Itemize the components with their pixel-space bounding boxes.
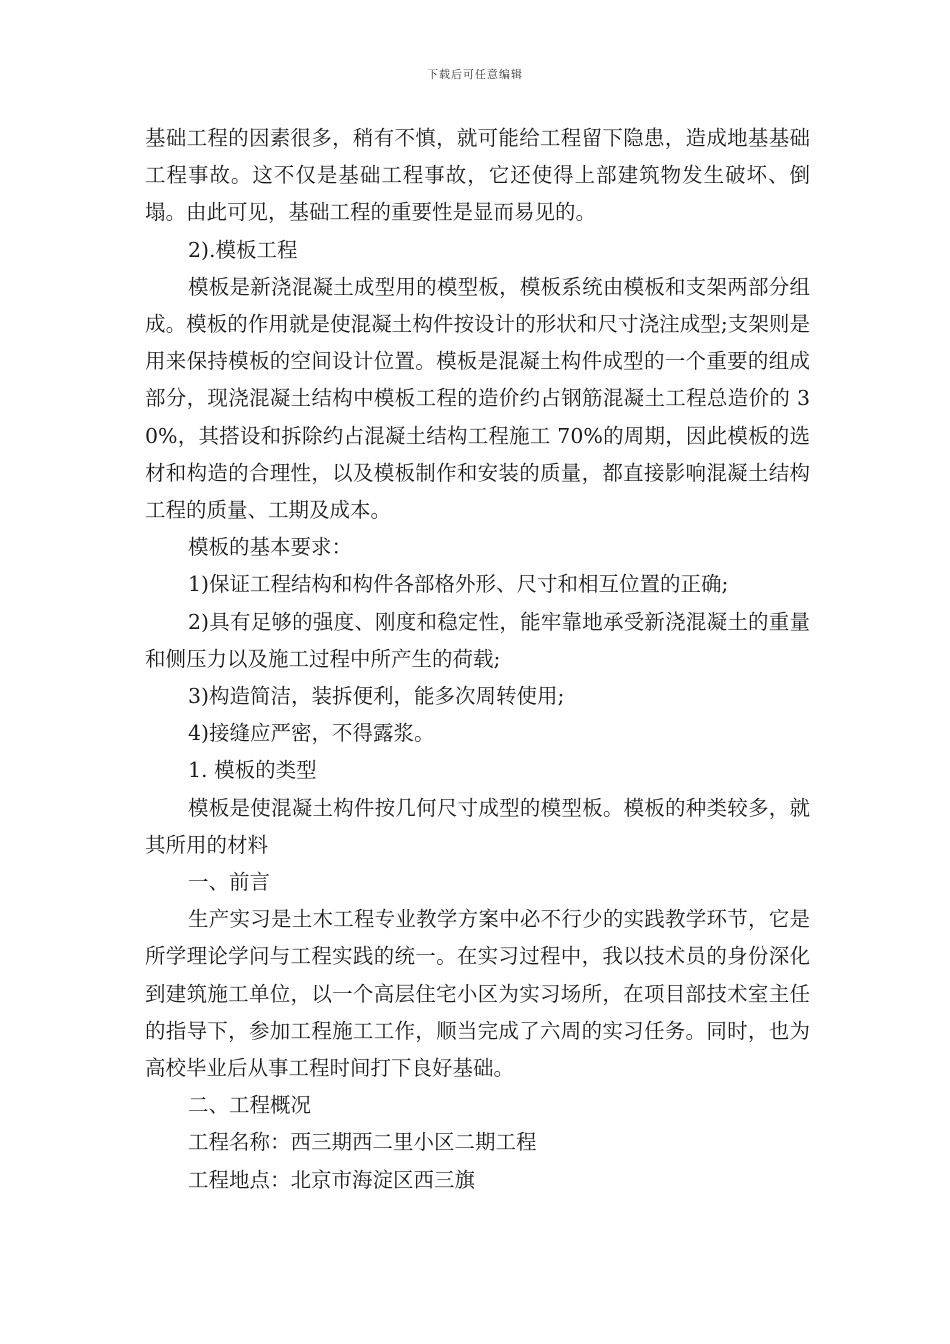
list-item: 4)接缝应严密，不得露浆。 [188, 721, 435, 746]
paragraph: 模板是新浇混凝土成型用的模型板，模板系统由模板和支架两部分组成。模板的作用就是使混凝土构件按设计的形状和尺寸浇注成型;支架则是用来保持模板的空间设计位置。模板是混凝土构件成型的一个重要的组成部分，现浇混凝土结构中模板工程的造价约占钢筋混凝土工程总造价的 30%，其搭设和拆除约占混凝土结构工程施工 70%的周期，因此模板的选材和构造的合理性，以及模板制作和安装的质量，都直接影响混凝土结构工程的质量、工期及成本。 [145, 274, 810, 523]
paragraph: 基础工程的因素很多，稍有不慎，就可能给工程留下隐患，造成地基基础工程事故。这不仅是基础工程事故，它还使得上部建筑物发生破坏、倒塌。由此可见，基础工程的重要性是显而易见的。 [145, 126, 810, 225]
section-heading-formwork-types: 1. 模板的类型 [188, 758, 317, 783]
paragraph: 模板的基本要求： [188, 535, 352, 560]
document-body [145, 120, 810, 1199]
list-item: 3)构造简洁，装拆便利，能多次周转使用; [188, 684, 565, 709]
paragraph: 生产实习是土木工程专业教学方案中必不行少的实践教学环节，它是所学理论学问与工程实践的统一。在实习过程中，我以技术员的身份深化到建筑施工单位，以一个高层住宅小区为实习场所，在项目部技术室主任的指导下，参加工程施工工作，顺当完成了六周的实习任务。同时，也为高校毕业后从事工程时间打下良好基础。 [145, 907, 810, 1081]
list-item: 1)保证工程结构和构件各部格外形、尺寸和相互位置的正确; [188, 572, 729, 597]
page-header: 下载后可任意编辑 [427, 68, 523, 81]
paragraph: 模板是使混凝土构件按几何尺寸成型的模型板。模板的种类较多，就其所用的材料 [145, 795, 810, 857]
section-heading-formwork: 2).模板工程 [188, 237, 298, 262]
section-heading-project-overview: 二、工程概况 [188, 1093, 311, 1118]
list-item: 2)具有足够的强度、刚度和稳定性，能牢靠地承受新浇混凝土的重量和侧压力以及施工过程中所产生的荷载; [145, 609, 810, 671]
section-heading-preface: 一、前言 [188, 870, 270, 895]
project-location: 工程地点：北京市海淀区西三旗 [188, 1167, 475, 1192]
project-name: 工程名称：西三期西二里小区二期工程 [188, 1130, 537, 1155]
